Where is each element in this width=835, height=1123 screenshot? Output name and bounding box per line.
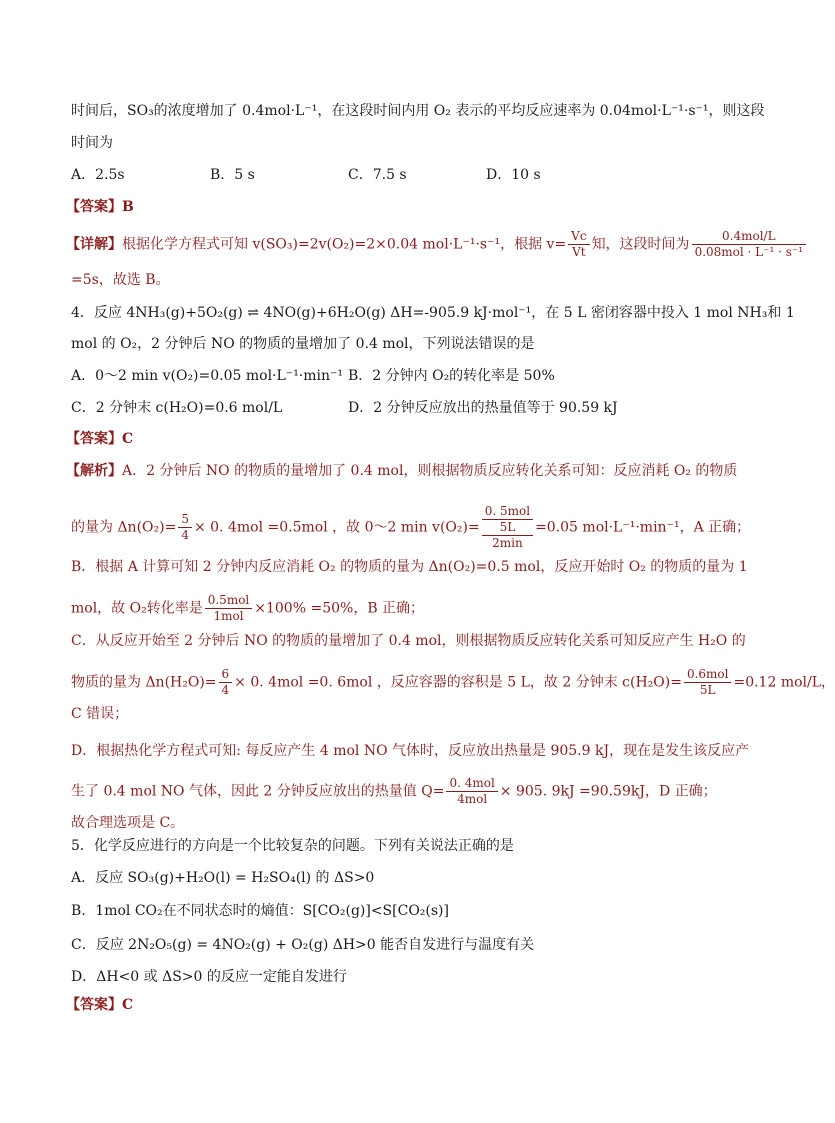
q3-detail-mid: 知，这段时间为 [591, 236, 690, 253]
q3-option-c: C．7.5 s [348, 167, 407, 183]
q3-stem-line2: 时间为 [71, 135, 113, 151]
q4-c-frac2-den: 5L [699, 683, 716, 697]
q4-option-d: D．2 分钟反应放出的热量值等于 90.59 kJ [348, 400, 618, 416]
q4-c-frac2-num: 0.6mol [684, 667, 732, 683]
q4-analysis-a-text: A．2 分钟后 NO 的物质的量增加了 0.4 mol，则根据物质反应转化关系可知：反应消耗 O₂ 的物质 [122, 463, 738, 479]
q4-analysis-b-line2 [71, 593, 424, 624]
q3-detail-label: 【详解】 [66, 236, 122, 253]
q4-b-frac [205, 593, 253, 624]
q3-fraction-v [568, 229, 589, 260]
q5-option-a: A．反应 SO₃(g)+H₂O(l) = H₂SO₄(l) 的 ΔS>0 [71, 870, 375, 886]
q4-stem-line1: 4．反应 4NH₃(g)+5O₂(g) ⇌ 4NO(g)+6H₂O(g) ΔH=-905.9 kJ·mol⁻¹，在 5 L 密闭容器中投入 1 mol NH₃和 1 [71, 305, 795, 321]
q3-detail-end: =5s，故选 B。 [71, 272, 170, 288]
q3-frac2-den: 0.08mol · L⁻¹ · s⁻¹ [694, 245, 804, 259]
q5-stem: 5．化学反应进行的方向是一个比较复杂的问题。下列有关说法正确的是 [71, 838, 514, 854]
q4-b-frac-den: 1mol [213, 609, 244, 623]
q4-option-c: C．2 分钟末 c(H₂O)=0.6 mol/L [71, 400, 283, 416]
q5-option-b: B．1mol CO₂在不同状态时的熵值：S[CO₂(g)]<S[CO₂(s)] [71, 903, 449, 919]
q4-answer: 【答案】C [66, 431, 134, 447]
q4-d-frac-den: 4mol [457, 792, 488, 806]
q4-c-mid: × 0. 4mol =0. 6mol ，反应容器的容积是 5 L，故 2 分钟末 c(H₂O)= [234, 674, 682, 691]
q4-b-end: ×100% =50%，B 正确； [254, 600, 425, 617]
q4-a-frac1 [178, 512, 192, 543]
q4-c-frac1 [219, 667, 233, 698]
q4-a-mid: × 0. 4mol =0.5mol ，故 0～2 min v(O₂)= [193, 519, 480, 536]
q3-frac1-den: Vt [572, 245, 586, 259]
q3-stem-line1: 时间后，SO₃的浓度增加了 0.4mol·L⁻¹，在这段时间内用 O₂ 表示的平均反应速率为 0.04mol·L⁻¹·s⁻¹，则这段 [71, 103, 765, 119]
q4-a-pre: 的量为 Δn(O₂)= [71, 519, 177, 536]
q3-option-d: D．10 s [486, 167, 541, 183]
q4-c-frac2 [684, 667, 732, 698]
q4-a-frac2-den: 2min [492, 536, 523, 550]
q4-a-end: =0.05 mol·L⁻¹·min⁻¹，A 正确； [535, 519, 751, 536]
q4-c-frac1-num: 6 [219, 667, 233, 683]
q3-detail-text: 根据化学方程式可知 v(SO₃)=2v(O₂)=2×0.04 mol·L⁻¹·s⁻¹，根据 v= [122, 236, 567, 253]
q4-d-frac-num: 0. 4mol [446, 776, 497, 792]
q4-analysis-c-line1: C．从反应开始至 2 分钟后 NO 的物质的量增加了 0.4 mol，则根据物质反应转化关系可知反应产生 H₂O 的 [71, 633, 746, 649]
q4-option-a: A．0～2 min v(O₂)=0.05 mol·L⁻¹·min⁻¹ [71, 368, 344, 384]
q4-analysis-a-line1 [66, 461, 737, 481]
q4-analysis-b-line1: B．根据 A 计算可知 2 分钟内反应消耗 O₂ 的物质的量为 Δn(O₂)=0.5 mol，反应开始时 O₂ 的物质的量为 1 [71, 559, 748, 575]
q4-analysis-c-line2 [71, 667, 835, 698]
q4-a-frac2 [482, 504, 533, 551]
q3-answer: 【答案】B [66, 199, 134, 215]
q4-a-frac1-num: 5 [178, 512, 192, 528]
q3-fraction-time [692, 229, 806, 260]
q3-option-b: B．5 s [210, 167, 255, 183]
q4-analysis-d-line1: D．根据热化学方程式可知: 每反应产生 4 mol NO 气体时，反应放出热量是 905.9 kJ，现在是发生该反应产 [71, 743, 750, 759]
q4-option-b: B．2 分钟内 O₂的转化率是 50% [348, 368, 555, 384]
q4-a-frac2-num: 0. 5mol [482, 504, 533, 520]
q3-frac1-num: Vc [568, 229, 589, 245]
q5-answer: 【答案】C [66, 997, 134, 1013]
q4-analysis-d-line2 [71, 776, 717, 807]
q4-b-frac-num: 0.5mol [205, 593, 253, 609]
q4-c-end: =0.12 mol/L， [733, 674, 835, 691]
q4-a-frac2-mid: 5L [482, 520, 533, 536]
q4-d-pre: 生了 0.4 mol NO 气体，因此 2 分钟反应放出的热量值 Q= [71, 783, 445, 800]
q4-c-frac1-den: 4 [221, 683, 230, 697]
q4-conclusion: 故合理选项是 C。 [71, 815, 185, 831]
q3-detail [66, 229, 808, 260]
q4-a-frac1-den: 4 [181, 528, 189, 542]
q4-analysis-label: 【解析】 [66, 463, 122, 479]
q4-b-pre: mol，故 O₂转化率是 [71, 600, 203, 617]
q4-analysis-a-line2 [71, 504, 750, 551]
q4-d-end: × 905. 9kJ =90.59kJ，D 正确； [499, 783, 717, 800]
q4-d-frac [446, 776, 497, 807]
q4-c-pre: 物质的量为 Δn(H₂O)= [71, 674, 217, 691]
q3-frac2-num: 0.4mol/L [692, 229, 806, 245]
q5-option-d: D．ΔH<0 或 ΔS>0 的反应一定能自发进行 [71, 969, 347, 985]
q5-option-c: C．反应 2N₂O₅(g) = 4NO₂(g) + O₂(g) ΔH>0 能否自发进行与温度有关 [71, 937, 535, 953]
q4-analysis-c-line3: C 错误； [71, 706, 129, 722]
q3-option-a: A．2.5s [71, 167, 125, 183]
q4-stem-line2: mol 的 O₂，2 分钟后 NO 的物质的量增加了 0.4 mol，下列说法错误的是 [71, 336, 535, 352]
